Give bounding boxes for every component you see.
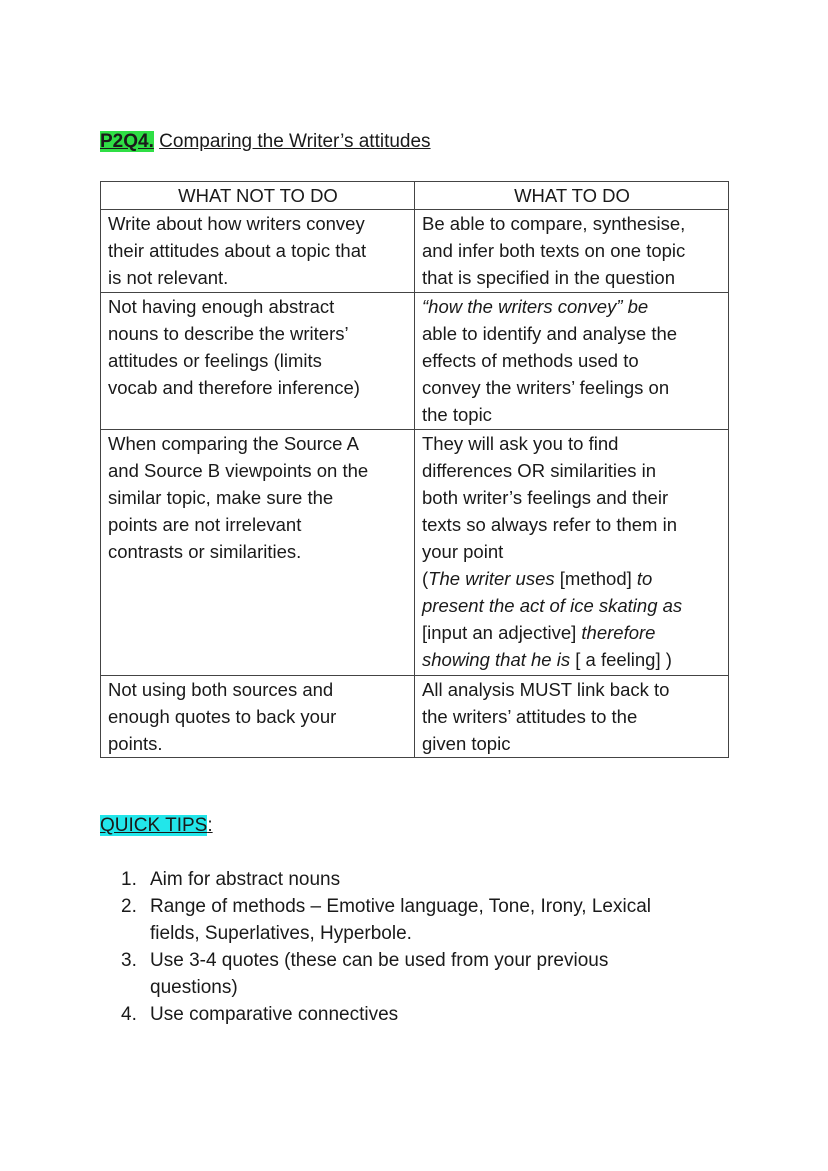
list-item bbox=[121, 1001, 651, 1028]
not-do-cell bbox=[101, 430, 415, 676]
list-item-text: Range of methods – Emotive language, Tone, Irony, Lexical bbox=[150, 896, 651, 917]
list-item bbox=[121, 893, 651, 947]
cell-line: “how the writers convey” be bbox=[422, 296, 649, 317]
cell-line: differences OR similarities in bbox=[422, 460, 657, 481]
do-cell bbox=[415, 210, 729, 293]
list-number: 4. bbox=[121, 1004, 137, 1025]
cell-line: able to identify and analyse the bbox=[422, 323, 678, 344]
table-row bbox=[101, 293, 729, 430]
list-item bbox=[121, 947, 651, 1001]
list-number: 2. bbox=[121, 896, 137, 917]
cell-line: your point bbox=[422, 541, 504, 562]
list-item-text: fields, Superlatives, Hyperbole. bbox=[150, 923, 412, 944]
example-placeholder: [ a feeling] ) bbox=[570, 649, 672, 670]
cell-line: convey the writers’ feelings on bbox=[422, 377, 670, 398]
list-number: 3. bbox=[121, 950, 137, 971]
quick-tips-list bbox=[121, 866, 651, 1028]
quick-tips-colon: : bbox=[207, 815, 213, 836]
cell-line: both writer’s feelings and their bbox=[422, 487, 669, 508]
cell-line: They will ask you to find bbox=[422, 433, 619, 454]
cell-line: Write about how writers convey bbox=[108, 213, 365, 234]
cell-line: and Source B viewpoints on the bbox=[108, 460, 369, 481]
cell-line: vocab and therefore inference) bbox=[108, 377, 360, 398]
page-heading bbox=[100, 130, 431, 154]
cell-line: enough quotes to back your bbox=[108, 706, 337, 727]
question-code: P2Q4. bbox=[100, 131, 154, 152]
cell-line: the writers’ attitudes to the bbox=[422, 706, 638, 727]
do-cell bbox=[415, 430, 729, 676]
cell-line: All analysis MUST link back to bbox=[422, 679, 670, 700]
list-item-text: Use comparative connectives bbox=[150, 1004, 399, 1025]
list-number: 1. bbox=[121, 869, 137, 890]
table-row bbox=[101, 676, 729, 758]
cell-line: points are not irrelevant bbox=[108, 514, 302, 535]
example-text: therefore bbox=[576, 622, 656, 643]
cell-line: points. bbox=[108, 733, 163, 754]
example-placeholder: [input an adjective] bbox=[422, 622, 577, 643]
page-title: Comparing the Writer’s attitudes bbox=[159, 131, 431, 152]
example-text: The writer uses bbox=[428, 568, 555, 589]
not-do-cell bbox=[101, 676, 415, 758]
not-do-cell bbox=[101, 210, 415, 293]
cell-line: given topic bbox=[422, 733, 511, 754]
cell-line: that is specified in the question bbox=[422, 267, 675, 288]
example-line bbox=[422, 565, 722, 592]
cell-line: Not having enough abstract bbox=[108, 296, 335, 317]
do-cell bbox=[415, 293, 729, 430]
cell-line: contrasts or similarities. bbox=[108, 541, 302, 562]
example-text: present the act of ice skating as bbox=[422, 595, 683, 616]
cell-line: When comparing the Source A bbox=[108, 433, 359, 454]
cell-line: attitudes or feelings (limits bbox=[108, 350, 322, 371]
list-item-text: Aim for abstract nouns bbox=[150, 869, 341, 890]
example-text: to bbox=[636, 568, 653, 589]
example-line bbox=[422, 592, 722, 619]
cell-line: is not relevant. bbox=[108, 267, 229, 288]
quick-tips-title: QUICK TIPS bbox=[100, 815, 208, 836]
table-row bbox=[101, 210, 729, 293]
header-what-not-to-do: WHAT NOT TO DO bbox=[101, 182, 415, 210]
cell-line: Be able to compare, synthesise, bbox=[422, 213, 686, 234]
example-text: showing that he is bbox=[422, 649, 571, 670]
cell-line: Not using both sources and bbox=[108, 679, 334, 700]
example-line bbox=[422, 619, 722, 646]
list-item bbox=[121, 866, 651, 893]
table-row bbox=[101, 430, 729, 676]
example-placeholder: [method] bbox=[554, 568, 637, 589]
cell-line: effects of methods used to bbox=[422, 350, 639, 371]
example-paren: ( bbox=[422, 568, 429, 589]
cell-line: the topic bbox=[422, 404, 492, 425]
do-cell bbox=[415, 676, 729, 758]
comparison-table bbox=[100, 181, 729, 758]
list-item-text: questions) bbox=[150, 977, 238, 998]
cell-line: similar topic, make sure the bbox=[108, 487, 334, 508]
cell-line: nouns to describe the writers’ bbox=[108, 323, 349, 344]
cell-line: and infer both texts on one topic bbox=[422, 240, 686, 261]
not-do-cell bbox=[101, 293, 415, 430]
header-what-to-do: WHAT TO DO bbox=[415, 182, 729, 210]
cell-line: their attitudes about a topic that bbox=[108, 240, 367, 261]
example-line bbox=[422, 646, 722, 673]
list-item-text: Use 3-4 quotes (these can be used from your previous bbox=[150, 950, 609, 971]
table-header-row bbox=[101, 182, 729, 210]
quick-tips-heading bbox=[100, 814, 213, 838]
cell-line: texts so always refer to them in bbox=[422, 514, 677, 535]
